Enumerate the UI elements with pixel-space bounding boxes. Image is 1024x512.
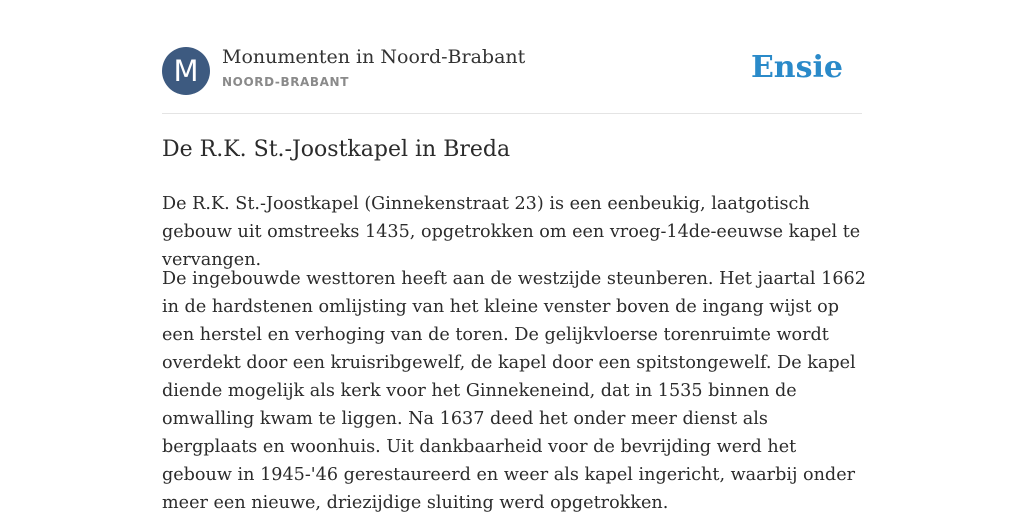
- page-container: [162, 0, 866, 512]
- article-title: De R.K. St.-Joostkapel in Breda: [162, 137, 511, 162]
- ensie-logo[interactable]: Ensie: [750, 50, 843, 85]
- article-paragraph: De ingebouwde westtoren heeft aan de westzijde steunberen. Het jaartal 1662 in de hardstenen omlijsting van het kleine venster boven de ingang wijst op een herstel en verhoging van de toren. De gelijkvloerse torenruimte wordt overdekt door een kruisribgewelf, de kapel door een spitstongewelf. De kapel diende mogelijk als kerk voor het Ginnekeneind, dat in 1535 binnen de omwalling kwam te liggen. Na 1637 deed het onder meer dienst als bergplaats en woonhuis. Uit dankbaarheid voor de bevrijding werd het gebouw in 1945-'46 gerestaureerd en weer als kapel ingericht, waarbij onder meer een nieuwe, driezijdige sluiting werd opgetrokken.: [162, 269, 866, 512]
- site-header: [162, 0, 862, 114]
- article-paragraph: De R.K. St.-Joostkapel (Ginnekenstraat 23) is een eenbeukig, laatgotisch gebouw uit omstreeks 1435, opgetrokken om een vroeg-14de-eeuwse kapel te vervangen.: [162, 194, 861, 270]
- avatar[interactable]: M: [162, 47, 210, 95]
- site-title-link[interactable]: Monumenten in Noord-Brabant: [222, 46, 526, 68]
- site-subtitle: NOORD-BRABANT: [222, 75, 349, 89]
